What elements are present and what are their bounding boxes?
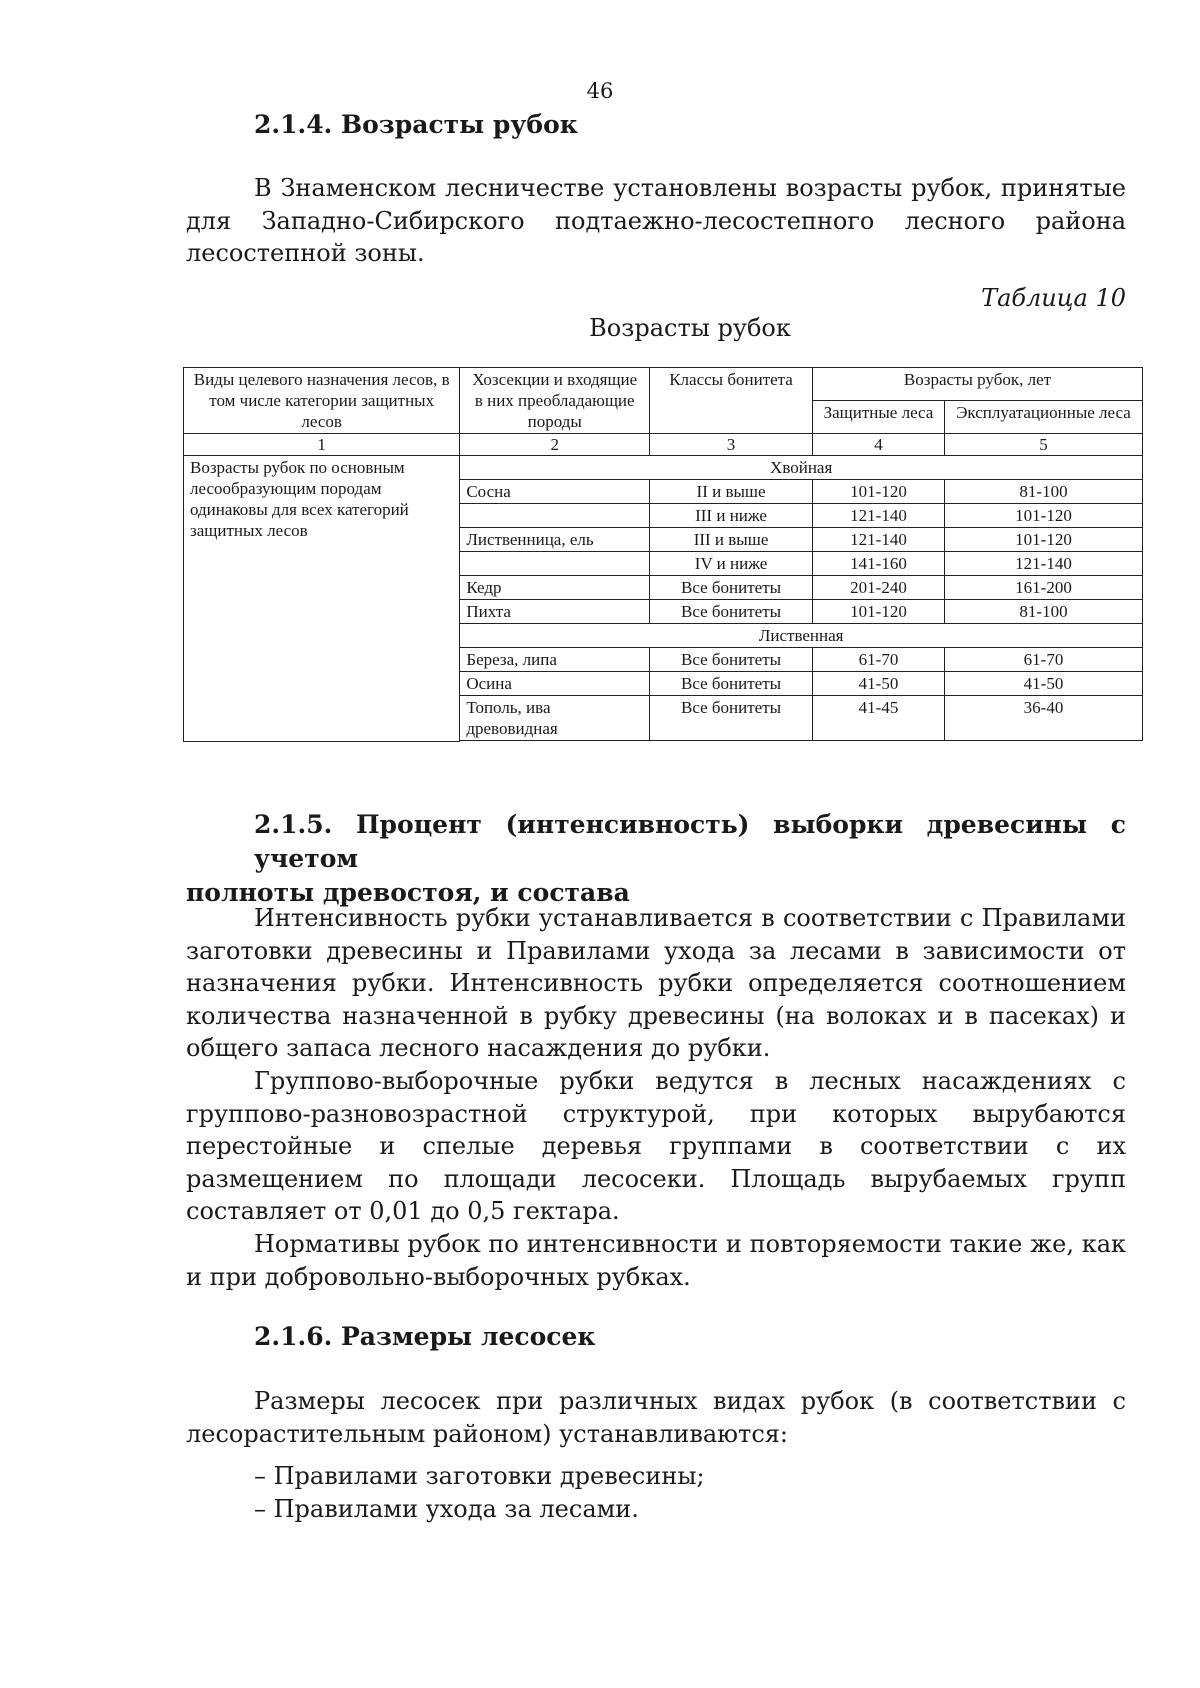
heading-line-1: 2.1.5. Процент (интенсивность) выборки древесины с учетом [254, 810, 1126, 873]
section-2-1-5-paragraph-3: Нормативы рубок по интенсивности и повторяемости такие же, как и при добровольно-выборочных рубках. [186, 1230, 1126, 1291]
column-number: 2 [460, 434, 650, 456]
protective-cell: 101-120 [813, 600, 945, 624]
species-cell: Тополь, ива древовидная [460, 696, 650, 741]
bonitet-cell: IV и ниже [650, 552, 813, 576]
exploitation-cell: 61-70 [944, 648, 1142, 672]
exploitation-cell: 81-100 [944, 600, 1142, 624]
rules-list [254, 1460, 705, 1525]
header-protective: Защитные леса [813, 401, 945, 434]
bonitet-cell: Все бонитеты [650, 576, 813, 600]
species-cell: Осина [460, 672, 650, 696]
section-2-1-6-paragraph: Размеры лесосек при различных видах рубок (в соответствии с лесорастительным районом) устанавливаются: [186, 1387, 1126, 1448]
exploitation-cell: 101-120 [944, 528, 1142, 552]
species-cell: Лиственница, ель [460, 528, 650, 552]
section-2-1-5-paragraph-2: Группово-выборочные рубки ведутся в лесных насаждениях с группово-разновозрастной структурой, при которых вырубаются перестойные и спелые деревья группами в соответствии с их размещением по площади лесосеки. Площадь вырубаемых групп составляет от 0,01 до 0,5 гектара. [186, 1067, 1126, 1225]
protective-cell: 121-140 [813, 504, 945, 528]
bonitet-cell: III и ниже [650, 504, 813, 528]
exploitation-cell: 36-40 [944, 696, 1142, 741]
heading-line-2: полноты древостоя, и состава [186, 878, 630, 907]
header-purpose: Виды целевого назначения лесов, в том числе категории защитных лесов [184, 368, 460, 434]
table-label: Таблица 10 [981, 284, 1126, 312]
bonitet-cell: Все бонитеты [650, 696, 813, 741]
bonitet-cell: Все бонитеты [650, 648, 813, 672]
species-cell: Пихта [460, 600, 650, 624]
group-deciduous: Лиственная [460, 624, 1143, 648]
species-cell [460, 552, 650, 576]
header-species: Хозсекции и входящие в них преобладающие породы [460, 368, 650, 434]
exploitation-cell: 121-140 [944, 552, 1142, 576]
section-2-1-5-paragraph-1: Интенсивность рубки устанавливается в соответствии с Правилами заготовки древесины и Правилами ухода за лесами в зависимости от назначения рубки. Интенсивность рубки определяется соотношением количества назначенной в рубку древесины (на волоках и в пасеках) и общего запаса лесного насаждения до рубки. [186, 904, 1126, 1062]
section-heading-2-1-6: 2.1.6. Размеры лесосек [254, 1322, 596, 1351]
bonitet-cell: II и выше [650, 480, 813, 504]
bonitet-cell: III и выше [650, 528, 813, 552]
header-cutting-ages: Возрасты рубок, лет [813, 368, 1143, 401]
list-item: – Правилами заготовки древесины; [254, 1462, 705, 1490]
list-item: – Правилами ухода за лесами. [254, 1494, 639, 1523]
page-number: 46 [586, 79, 614, 103]
protective-cell: 101-120 [813, 480, 945, 504]
exploitation-cell: 101-120 [944, 504, 1142, 528]
exploitation-cell: 81-100 [944, 480, 1142, 504]
section-heading-2-1-4: 2.1.4. Возрасты рубок [254, 110, 578, 139]
column-number: 3 [650, 434, 813, 456]
cutting-ages-table [183, 367, 1143, 742]
exploitation-cell: 41-50 [944, 672, 1142, 696]
exploitation-cell: 161-200 [944, 576, 1142, 600]
species-cell [460, 504, 650, 528]
protective-cell: 121-140 [813, 528, 945, 552]
column-number: 1 [184, 434, 460, 456]
bonitet-cell: Все бонитеты [650, 672, 813, 696]
column-number: 4 [813, 434, 945, 456]
section-heading-2-1-5 [186, 808, 1126, 910]
protective-cell: 201-240 [813, 576, 945, 600]
section-2-1-4-paragraph: В Знаменском лесничестве установлены возрасты рубок, принятые для Западно-Сибирского подтаежно-лесостепного лесного района лесостепной зоны. [186, 174, 1126, 267]
category-cell: Возрасты рубок по основным лесообразующим породам одинаковы для всех категорий защитных лесов [184, 456, 460, 742]
protective-cell: 141-160 [813, 552, 945, 576]
protective-cell: 41-50 [813, 672, 945, 696]
header-exploitation: Эксплуатационные леса [944, 401, 1142, 434]
protective-cell: 61-70 [813, 648, 945, 672]
header-bonitet: Классы бонитета [650, 368, 813, 434]
table-caption: Возрасты рубок [589, 314, 791, 342]
protective-cell: 41-45 [813, 696, 945, 741]
species-cell: Береза, липа [460, 648, 650, 672]
group-coniferous: Хвойная [460, 456, 1143, 480]
column-number: 5 [944, 434, 1142, 456]
bonitet-cell: Все бонитеты [650, 600, 813, 624]
species-cell: Кедр [460, 576, 650, 600]
species-cell: Сосна [460, 480, 650, 504]
